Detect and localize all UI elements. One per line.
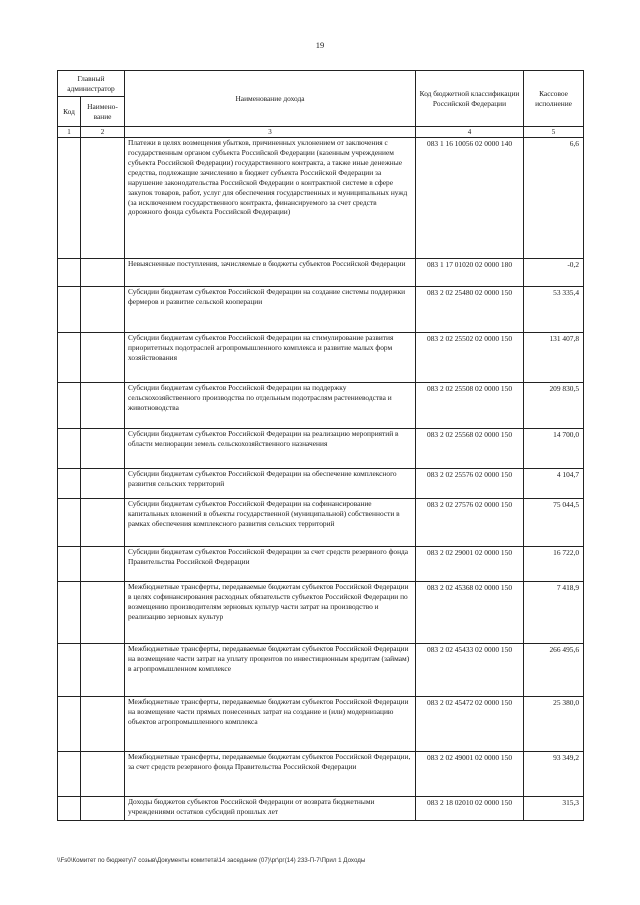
income-name-cell: Платежи в целях возмещения убытков, причиненных уклонением от заключения с государственным органом субъекта Российской Федерации (казенным учреждением субъекта Российской Федерации) государственного контракта, а также иные денежные средства, подлежащие зачислению в бюджет субъекта Российской Федерации за нарушение законодательства Российской Федерации о контрактной системе в сфере закупок товаров, работ, услуг для обеспечения государственных и муниципальных нужд (за исключением государственного контракта, финансируемого за счет средств дорожного фонда субъекта Российской Федерации) bbox=[125, 138, 416, 259]
header-admin-name: Наимено-вание bbox=[81, 97, 125, 127]
table-row bbox=[58, 469, 584, 499]
income-name-cell: Субсидии бюджетам субъектов Российской Федерации на обеспечение комплексного развития сельских территорий bbox=[125, 469, 416, 499]
budget-code-cell: 083 2 02 25568 02 0000 150 bbox=[416, 429, 524, 469]
amount-cell: 131 407,8 bbox=[524, 333, 584, 383]
income-name-cell: Субсидии бюджетам субъектов Российской Федерации на реализацию мероприятий в области мелиорации земель сельскохозяйственного назначения bbox=[125, 429, 416, 469]
amount-cell: 209 830,5 bbox=[524, 383, 584, 429]
table-row bbox=[58, 259, 584, 287]
table-row bbox=[58, 383, 584, 429]
header-admin-code: Код bbox=[58, 97, 81, 127]
budget-code-cell: 083 2 02 45472 02 0000 150 bbox=[416, 697, 524, 752]
budget-code-cell: 083 2 02 27576 02 0000 150 bbox=[416, 499, 524, 547]
amount-cell: 6,6 bbox=[524, 138, 584, 259]
column-number: 2 bbox=[81, 127, 125, 138]
column-number: 1 bbox=[58, 127, 81, 138]
budget-code-cell: 083 1 17 01020 02 0000 180 bbox=[416, 259, 524, 287]
budget-code-cell: 083 2 02 45368 02 0000 150 bbox=[416, 582, 524, 644]
table-row bbox=[58, 333, 584, 383]
budget-code-cell: 083 2 02 25508 02 0000 150 bbox=[416, 383, 524, 429]
income-name-cell: Невыясненные поступления, зачисляемые в бюджеты субъектов Российской Федерации bbox=[125, 259, 416, 287]
table-row bbox=[58, 429, 584, 469]
budget-code-cell: 083 2 02 25502 02 0000 150 bbox=[416, 333, 524, 383]
header-income-name: Наименование дохода bbox=[125, 71, 416, 127]
budget-code-cell: 083 2 18 02010 02 0000 150 bbox=[416, 797, 524, 821]
file-path-footer: \\Fs0\Комитет по бюджету\7 созыв\Документы комитета\14 заседание (07)\рг\рг(14) 233-П-7\Прил 1 Доходы bbox=[57, 857, 366, 864]
amount-cell: 75 044,5 bbox=[524, 499, 584, 547]
income-name-cell: Межбюджетные трансферты, передаваемые бюджетам субъектов Российской Федерации на возмещение части затрат на уплату процентов по инвестиционным кредитам (займам) в агропромышленном комплексе bbox=[125, 644, 416, 697]
header-main-administrator: Главный администратор bbox=[58, 71, 125, 97]
amount-cell: 7 418,9 bbox=[524, 582, 584, 644]
income-name-cell: Субсидии бюджетам субъектов Российской Федерации на поддержку сельскохозяйственного производства по отдельным подотраслям растениеводства и животноводства bbox=[125, 383, 416, 429]
amount-cell: 93 349,2 bbox=[524, 752, 584, 797]
income-name-cell: Субсидии бюджетам субъектов Российской Федерации на софинансирование капитальных вложений в объекты государственной (муниципальной) собственности в рамках обеспечения комплексного развития сельских территорий bbox=[125, 499, 416, 547]
table-row bbox=[58, 752, 584, 797]
amount-cell: 16 722,0 bbox=[524, 547, 584, 582]
revenue-table bbox=[57, 70, 584, 821]
budget-code-cell: 083 1 16 10056 02 0000 140 bbox=[416, 138, 524, 259]
income-name-cell: Субсидии бюджетам субъектов Российской Федерации на создание системы поддержки фермеров и развитие сельской кооперации bbox=[125, 287, 416, 333]
budget-code-cell: 083 2 02 49001 02 0000 150 bbox=[416, 752, 524, 797]
budget-code-cell: 083 2 02 25576 02 0000 150 bbox=[416, 469, 524, 499]
page-number: 19 bbox=[315, 40, 325, 50]
header-cash-execution: Кассовое исполнение bbox=[524, 71, 584, 127]
header-budget-code: Код бюджетной классификации Российской Федерации bbox=[416, 71, 524, 127]
budget-code-cell: 083 2 02 45433 02 0000 150 bbox=[416, 644, 524, 697]
income-name-cell: Субсидии бюджетам субъектов Российской Федерации на стимулирование развития приоритетных подотраслей агропромышленного комплекса и развитие малых форм хозяйствования bbox=[125, 333, 416, 383]
column-number: 4 bbox=[416, 127, 524, 138]
amount-cell: 315,3 bbox=[524, 797, 584, 821]
budget-code-cell: 083 2 02 25480 02 0000 150 bbox=[416, 287, 524, 333]
table-row bbox=[58, 697, 584, 752]
income-name-cell: Межбюджетные трансферты, передаваемые бюджетам субъектов Российской Федерации, за счет средств резервного фонда Правительства Российской Федерации bbox=[125, 752, 416, 797]
income-name-cell: Межбюджетные трансферты, передаваемые бюджетам субъектов Российской Федерации на возмещение части прямых понесенных затрат на создание и (или) модернизацию объектов агропромышленного комплекса bbox=[125, 697, 416, 752]
column-number: 3 bbox=[125, 127, 416, 138]
table-row bbox=[58, 644, 584, 697]
income-name-cell: Субсидии бюджетам субъектов Российской Федерации за счет средств резервного фонда Правительства Российской Федерации bbox=[125, 547, 416, 582]
table-row bbox=[58, 138, 584, 259]
income-name-cell: Доходы бюджетов субъектов Российской Федерации от возврата бюджетными учреждениями остатков субсидий прошлых лет bbox=[125, 797, 416, 821]
amount-cell: 25 380,0 bbox=[524, 697, 584, 752]
budget-code-cell: 083 2 02 29001 02 0000 150 bbox=[416, 547, 524, 582]
table-row bbox=[58, 499, 584, 547]
table-row bbox=[58, 797, 584, 821]
amount-cell: 266 495,6 bbox=[524, 644, 584, 697]
amount-cell: 53 335,4 bbox=[524, 287, 584, 333]
table-row bbox=[58, 582, 584, 644]
amount-cell: 14 700,0 bbox=[524, 429, 584, 469]
table-row bbox=[58, 287, 584, 333]
amount-cell: 4 104,7 bbox=[524, 469, 584, 499]
amount-cell: -0,2 bbox=[524, 259, 584, 287]
table-row bbox=[58, 547, 584, 582]
income-name-cell: Межбюджетные трансферты, передаваемые бюджетам субъектов Российской Федерации в целях софинансирования расходных обязательств субъектов Российской Федерации по возмещению производителям зерновых культур части затрат на производство и реализацию зерновых культур bbox=[125, 582, 416, 644]
column-number: 5 bbox=[524, 127, 584, 138]
